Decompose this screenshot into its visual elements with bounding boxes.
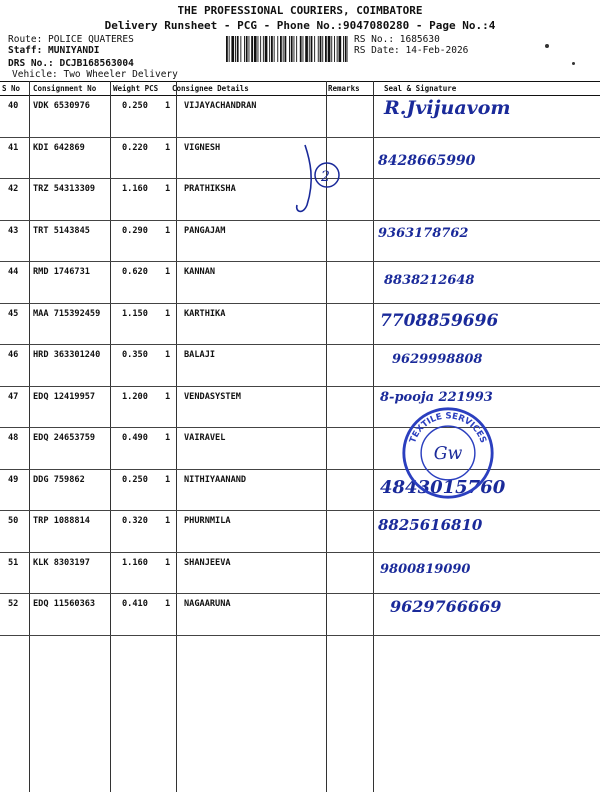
row-pcs: 1 [165,557,171,568]
svg-text:Gw: Gw [433,443,463,464]
barcode-bar [226,36,228,62]
row-signature: 8428665990 [378,152,476,169]
row-pcs: 1 [165,101,171,111]
row-signature: 4843015760 [380,476,506,498]
barcode-bar [311,36,313,62]
barcode-bar [244,36,245,62]
barcode-bar [309,36,310,62]
barcode-bar [334,36,335,62]
header-consignee: Consignee Details [172,84,249,93]
svg-text:TEXTILE SERVICES: TEXTILE SERVICES [408,411,488,445]
barcode-bar [289,36,290,62]
row-pcs: 1 [165,516,171,526]
row-sno: 45 [8,308,19,319]
row-signature: 8825616810 [378,516,483,534]
row-weight: 1.160 [122,184,148,194]
barcode-bar [322,36,323,62]
row-pcs: 1 [165,391,171,402]
row-sno: 46 [8,350,19,360]
row-consignment-no: TRZ 54313309 [33,184,96,194]
row-pcs: 1 [165,350,171,360]
row-weight: 0.250 [122,474,148,485]
row-consignee: PRATHIKSHA [184,184,236,194]
row-weight: 1.160 [122,557,148,568]
row-weight: 0.350 [122,350,148,360]
row-sno: 42 [8,184,19,194]
staff-label: Staff: MUNIYANDI [8,45,100,56]
row-consignee: NITHIYAANAND [184,474,247,485]
table-row [0,510,600,553]
barcode-bar [328,36,331,62]
row-signature: 9363178762 [378,225,469,241]
scan-speck [572,62,575,65]
barcode-bar [258,36,259,62]
table-row [0,344,600,387]
row-consignee: SHANJEEVA [184,557,231,568]
barcode-bar [318,36,319,62]
header-seal-signature: Seal & Signature [384,84,457,93]
row-sno: 48 [8,433,19,443]
barcode-bar [320,36,322,62]
row-signature: 8-pooja 221993 [380,389,493,405]
row-pcs: 1 [165,308,171,319]
barcode-bar [337,36,338,62]
barcode-bar [331,36,332,62]
row-consignment-no: RMD 1746731 [33,267,90,277]
barcode-bar [231,36,234,62]
row-sno: 52 [8,599,19,609]
barcode-bar [274,36,275,62]
row-pcs: 1 [165,599,171,609]
row-sno: 41 [8,142,19,153]
barcode-bar [269,36,270,62]
header-consignment: Consignment No [33,84,97,93]
svg-text:2: 2 [321,169,330,185]
row-consignment-no: KDI 642869 [33,142,85,153]
row-pcs: 1 [165,433,171,443]
row-consignee: VAIRAVEL [184,433,226,443]
handwritten-mark [285,140,355,220]
table-row [0,261,600,304]
row-consignee: KANNAN [184,267,216,277]
row-sno: 50 [8,516,19,526]
table-row [0,303,600,346]
barcode-bar [280,36,282,62]
row-consignment-no: EDQ 24653759 [33,433,96,443]
row-pcs: 1 [165,184,171,194]
row-consignment-no: HRD 363301240 [33,350,101,360]
barcode-bar [343,36,344,62]
row-consignment-no: MAA 715392459 [33,308,101,319]
vehicle-label: Vehicle: Two Wheeler Delivery [12,69,178,80]
row-consignee: VENDASYSTEM [184,391,241,402]
row-consignment-no: TRT 5143845 [33,225,90,236]
barcode-bar [339,36,342,62]
barcode-bar [314,36,315,62]
row-weight: 0.220 [122,142,148,153]
table-row [0,386,600,429]
barcode-bar [254,36,257,62]
row-weight: 0.620 [122,267,148,277]
rs-date: RS Date: 14-Feb-2026 [354,45,469,56]
row-signature: 9629998808 [392,352,483,367]
header-weight-pcs: Weight PCS [113,84,159,93]
row-signature: R.Jvijuavom [384,97,511,119]
barcode-bar [325,36,327,62]
rs-number: RS No.: 1685630 [354,34,440,45]
row-pcs: 1 [165,225,171,236]
row-consignee: VIJAYACHANDRAN [184,101,257,111]
barcode-bar [277,36,278,62]
row-consignee: PHURNMILA [184,516,231,526]
row-pcs: 1 [165,142,171,153]
barcode-bar [285,36,287,62]
company-title: THE PROFESSIONAL COURIERS, COIMBATORE [177,4,423,17]
row-consignee: BALAJI [184,350,216,360]
table-row [0,593,600,636]
barcode [226,36,348,62]
barcode-bar [235,36,236,62]
row-signature: 9800819090 [380,561,471,577]
barcode-bar [345,36,347,62]
row-sno: 43 [8,225,19,236]
runsheet-subtitle: Delivery Runsheet - PCG - Phone No.:9047080280 - Page No.:4 [104,19,496,32]
row-pcs: 1 [165,474,171,485]
barcode-bar [348,36,349,62]
row-consignment-no: EDQ 11560363 [33,599,96,609]
row-consignment-no: KLK 8303197 [33,557,90,568]
row-weight: 0.290 [122,225,148,236]
row-pcs: 1 [165,267,171,277]
barcode-bar [237,36,239,62]
row-weight: 1.150 [122,308,148,319]
header-sno: S No [2,84,21,93]
barcode-bar [291,36,293,62]
header-remarks: Remarks [328,84,360,93]
barcode-bar [246,36,248,62]
barcode-bar [305,36,308,62]
row-sno: 51 [8,557,19,568]
barcode-bar [265,36,268,62]
row-consignment-no: TRP 1088814 [33,516,90,526]
row-sno: 49 [8,474,19,485]
row-weight: 0.490 [122,433,148,443]
row-weight: 1.200 [122,391,148,402]
table-header [0,81,600,96]
row-signature: 9629766669 [390,597,502,616]
table-row [0,469,600,512]
table-row [0,427,600,470]
row-consignment-no: EDQ 12419957 [33,391,96,402]
barcode-bar [294,36,295,62]
row-signature: 8838212648 [384,273,475,288]
row-consignment-no: DDG 759862 [33,474,85,485]
row-weight: 0.250 [122,101,148,111]
table-row [0,95,600,138]
barcode-bar [251,36,253,62]
barcode-bar [240,36,241,62]
row-consignee: KARTHIKA [184,308,226,319]
barcode-bar [283,36,284,62]
row-consignment-no: VDK 6530976 [33,101,90,111]
row-sno: 40 [8,101,19,111]
route-label: Route: POLICE QUATERES [8,34,134,45]
barcode-bar [271,36,273,62]
barcode-bar [249,36,250,62]
row-consignee: NAGAARUNA [184,599,231,609]
row-sno: 47 [8,391,19,402]
barcode-bar [263,36,264,62]
scan-speck [545,44,549,48]
drs-label: DRS No.: DCJB168563004 [8,58,134,69]
row-consignee: VIGNESH [184,142,221,153]
table-row [0,220,600,263]
row-weight: 0.410 [122,599,148,609]
row-sno: 44 [8,267,19,277]
barcode-bar [303,36,304,62]
barcode-bar [300,36,302,62]
barcode-bar [229,36,230,62]
row-consignee: PANGAJAM [184,225,226,236]
row-signature: 7708859696 [380,310,499,331]
table-row [0,552,600,595]
barcode-bar [296,36,297,62]
row-weight: 0.320 [122,516,148,526]
seal-stamp [400,405,496,501]
barcode-bar [260,36,261,62]
